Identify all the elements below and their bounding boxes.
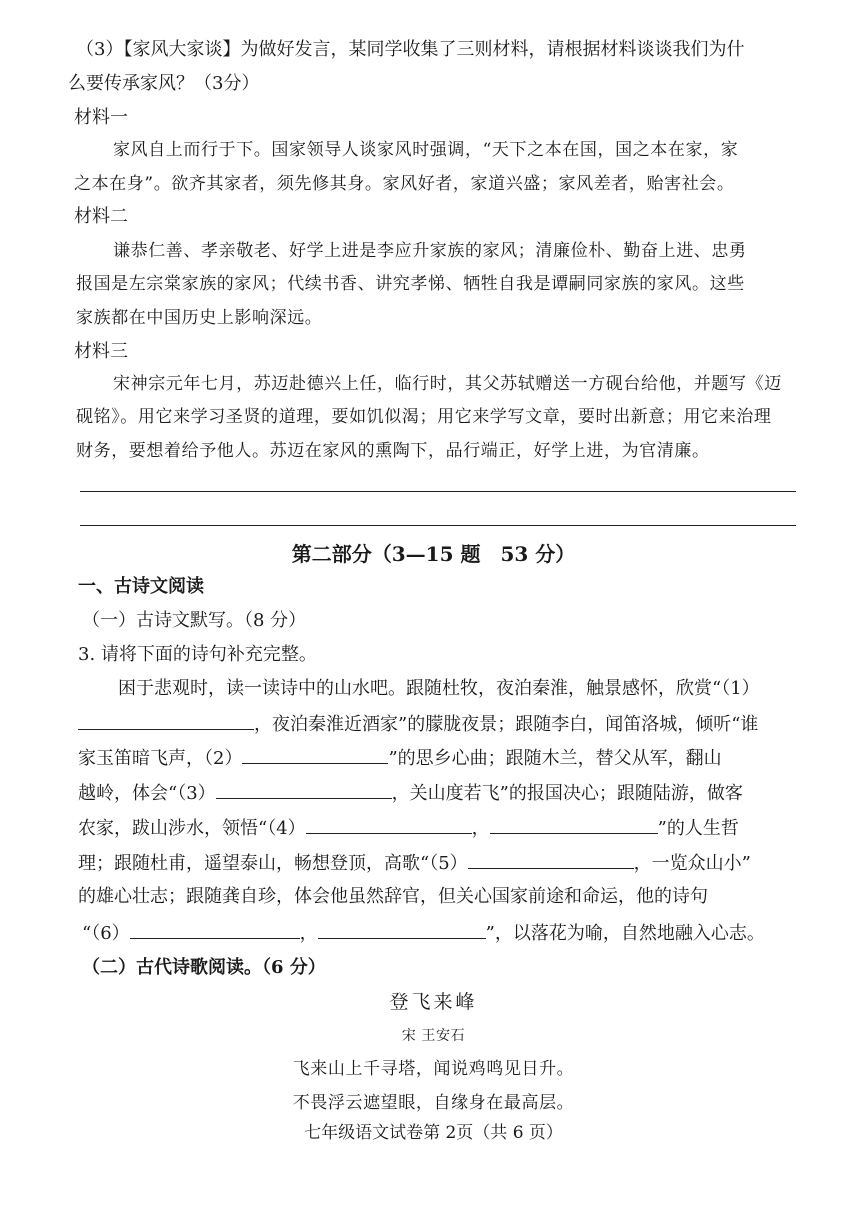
fill-text: 困于悲观时，读一读诗中的山水吧。跟随杜牧，夜泊秦淮，触景感怀，欣赏“（1） (118, 678, 760, 699)
poem-line: 不畏浮云遮望眼，自缘身在最高层。 (292, 1093, 575, 1113)
poem-title: 登飞来峰 (389, 991, 478, 1013)
poem-line: 飞来山上千寻塔，闻说鸡鸣见日升。 (292, 1059, 575, 1079)
question-title: 3. 请将下面的诗句补充完整。 (78, 644, 317, 665)
page-footer: 七年级语文试卷第 2页（共 6 页） (304, 1123, 563, 1143)
material-text: 报国是左宗棠家族的家风；代续书香、讲究孝悌、牺牲自我是谭嗣同家族的家风。这些 (76, 274, 745, 294)
fill-text: 理；跟随杜甫，遥望泰山，畅想登顶，高歌“（5） (78, 853, 468, 874)
fill-blank[interactable] (130, 920, 300, 939)
section-heading: 一、古诗文阅读 (78, 576, 204, 597)
material-text: 之本在身”。欲齐其家者，须先修其身。家风好者，家道兴盛；家风差者，贻害社会。 (74, 174, 735, 194)
subsection-heading: （二）古代诗歌阅读。（6 分） (82, 957, 326, 978)
fill-row (78, 745, 722, 771)
fill-text: 的雄心壮志；跟随龚自珍，体会他虽然辞官，但关心国家前途和命运，他的诗句 (78, 886, 708, 907)
fill-text: 越岭，体会“（3） (78, 783, 216, 804)
answer-line[interactable] (80, 491, 796, 492)
fill-row (78, 711, 758, 737)
fill-blank[interactable] (78, 711, 254, 730)
fill-text: “（6） (82, 923, 130, 944)
material-text: 家风自上而行于下。国家领导人谈家风时强调，“天下之本在国，国之本在家，家 (113, 140, 739, 160)
fill-blank[interactable] (318, 920, 486, 939)
material-text: 财务，要想着给予他人。苏迈在家风的熏陶下，品行端正，好学上进，为官清廉。 (76, 441, 710, 461)
fill-text: ”的人生哲 (657, 818, 739, 839)
part-title: 第二部分（3—15 题 53 分） (291, 542, 576, 566)
fill-text: ”的思乡心曲；跟随木兰，替父从军，翻山 (388, 748, 722, 769)
material-text: 砚铭》。用它来学习圣贤的道理，要如饥似渴；用它来学写文章，要时出新意；用它来治理 (76, 407, 772, 427)
answer-line[interactable] (80, 525, 796, 526)
fill-text: ，夜泊秦淮近酒家”的朦胧夜景；跟随李白，闻笛洛城，倾听“谁 (254, 714, 759, 735)
fill-text: ，一览众山小” (633, 853, 751, 874)
fill-text: ，关山度若飞”的报国决心；跟随陆游，做客 (391, 783, 743, 804)
fill-blank[interactable] (216, 780, 392, 799)
fill-row (82, 920, 765, 946)
material-label: 材料三 (74, 341, 128, 362)
material-text: 宋神宗元年七月，苏迈赴德兴上任，临行时，其父苏轼赠送一方砚台给他，并题写《迈 (113, 374, 782, 394)
poem-author: 宋 王安石 (401, 1028, 466, 1044)
fill-row (78, 815, 739, 841)
fill-row (78, 780, 743, 806)
fill-text: ”，以落花为喻，自然地融入心志。 (485, 923, 765, 944)
question-prompt-cont: 么要传承家风？（3分） (68, 73, 260, 94)
material-label: 材料二 (74, 206, 128, 227)
material-label: 材料一 (74, 107, 128, 128)
fill-blank[interactable] (468, 850, 634, 869)
fill-text: ， (299, 923, 318, 944)
fill-blank[interactable] (242, 745, 388, 764)
fill-text: ， (471, 818, 490, 839)
material-text: 谦恭仁善、孝亲敬老、好学上进是李应升家族的家风；清廉俭朴、勤奋上进、忠勇 (113, 241, 747, 261)
material-text: 家族都在中国历史上影响深远。 (76, 308, 323, 328)
fill-text: 农家，跋山涉水，领悟“（4） (78, 818, 306, 839)
fill-row (78, 850, 751, 876)
fill-blank[interactable] (490, 815, 658, 834)
question-prompt: （3）【家风大家谈】为做好发言，某同学收集了三则材料，请根据材料谈谈我们为什 (76, 39, 745, 60)
subsection-heading: （一）古诗文默写。（8 分） (82, 610, 307, 631)
fill-blank[interactable] (306, 815, 472, 834)
fill-text: 家玉笛暗飞声，（2） (78, 748, 243, 769)
